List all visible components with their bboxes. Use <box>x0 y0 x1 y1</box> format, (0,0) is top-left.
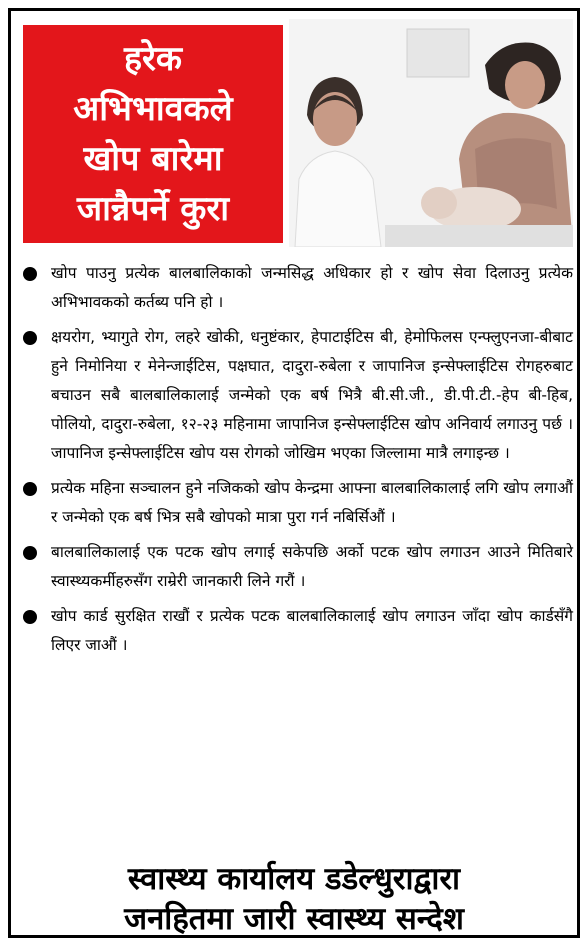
title-line: हरेक <box>123 39 183 79</box>
list-item <box>17 259 573 317</box>
notice-frame <box>8 8 580 938</box>
vaccination-photo <box>289 19 573 247</box>
title-line: खोप बारेमा <box>83 139 223 179</box>
list-item <box>17 602 573 660</box>
header <box>11 11 577 249</box>
vaccination-illustration <box>289 19 573 247</box>
footer-message <box>11 859 577 939</box>
title-banner <box>23 25 283 243</box>
title-line: अभिभावकले <box>73 89 233 129</box>
message-list <box>17 259 573 666</box>
list-item <box>17 323 573 468</box>
title-line: जान्नैपर्ने कुरा <box>76 189 230 229</box>
bullet-dot-icon <box>23 331 37 345</box>
list-item <box>17 474 573 532</box>
bullet-text: खोप पाउनु प्रत्येक बालबालिकाको जन्मसिद्ध अधिकार हो र खोप सेवा दिलाउनु प्रत्येक अभिभावकको कर्तब्य पनि हो । <box>51 264 573 311</box>
bullet-dot-icon <box>23 267 37 281</box>
bullet-dot-icon <box>23 610 37 624</box>
bullet-dot-icon <box>23 546 37 560</box>
bullet-dot-icon <box>23 482 37 496</box>
bullet-text: खोप कार्ड सुरक्षित राखौं र प्रत्येक पटक बालबालिकालाई खोप लगाउन जाँदा खोप कार्डसँगै लिएर जाऔं । <box>51 607 573 654</box>
bullet-text: बालबालिकालाई एक पटक खोप लगाई सकेपछि अर्को पटक खोप लगाउन आउने मितिबारे स्वास्थ्यकर्मीहरुसँग राम्रेरी जानकारी लिने गरौं । <box>51 543 573 590</box>
footer-subtitle: जनहितमा जारी स्वास्थ्य सन्देश <box>124 901 464 937</box>
bullet-text: क्षयरोग, भ्यागुते रोग, लहरे खोकी, धनुष्टंकार, हेपाटाईटिस बी, हेमोफिलस एन्फ्लुएनजा-बीबाट हुने निमोनिया र मेनेन्जाईटिस, पक्षघात, दादुरा-रुबेला र जापानिज इन्सेफ्लाईटिस रोगहरुबाट बचाउन सबै बालबालिकालाई जन्मेको एक बर्ष भित्रै बी.सी.जी., डी.पी.टी.-हेप बी-हिब, पोलियो, दादुरा-रुबेला, १२-२३ महिनामा जापानिज इन्सेफ्लाईटिस खोप अनिवार्य लगाउनु पर्छ । जापानिज इन्सेफ्लाईटिस खोप यस रोगको जोखिम भएका जिल्लामा मात्रै लगाइन्छ । <box>51 328 573 462</box>
footer-issuer: स्वास्थ्य कार्यालय डडेल्धुराद्वारा <box>127 861 461 897</box>
list-item <box>17 538 573 596</box>
bullet-text: प्रत्येक महिना सञ्चालन हुने नजिकको खोप केन्द्रमा आफ्ना बालबालिकालाई लगि खोप लगाऔं र जन्मेको एक बर्ष भित्र सबै खोपको मात्रा पुरा गर्न नबिर्सिऔं । <box>51 479 573 526</box>
